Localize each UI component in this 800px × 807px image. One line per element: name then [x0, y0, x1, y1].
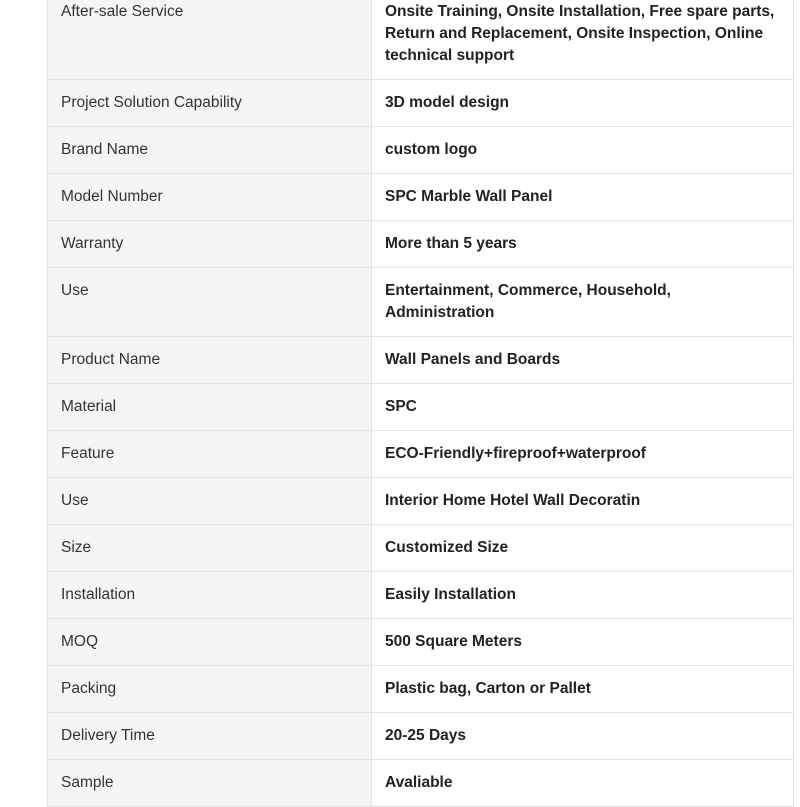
spec-value: Wall Panels and Boards [372, 337, 794, 384]
spec-value: Interior Home Hotel Wall Decoratin [372, 478, 794, 525]
spec-value: More than 5 years [372, 221, 794, 268]
spec-label: Model Number [48, 174, 372, 221]
spec-label: Warranty [48, 221, 372, 268]
table-row [48, 478, 794, 525]
spec-value: custom logo [372, 127, 794, 174]
spec-value: 3D model design [372, 80, 794, 127]
spec-value: Customized Size [372, 525, 794, 572]
spec-value: Plastic bag, Carton or Pallet [372, 666, 794, 713]
table-row [48, 619, 794, 666]
table-row [48, 760, 794, 807]
table-row [48, 572, 794, 619]
table-row [48, 174, 794, 221]
table-row [48, 0, 794, 80]
spec-label: Use [48, 268, 372, 337]
spec-label: Packing [48, 666, 372, 713]
spec-value: Onsite Training, Onsite Installation, Free spare parts, Return and Replacement, Onsite Inspection, Online technical support [372, 0, 794, 80]
spec-value: 500 Square Meters [372, 619, 794, 666]
table-row [48, 525, 794, 572]
spec-value: Entertainment, Commerce, Household, Administration [372, 268, 794, 337]
spec-label: Use [48, 478, 372, 525]
spec-value: SPC Marble Wall Panel [372, 174, 794, 221]
spec-label: Delivery Time [48, 713, 372, 760]
spec-label: MOQ [48, 619, 372, 666]
spec-label: Sample [48, 760, 372, 807]
spec-label: After-sale Service [48, 0, 372, 80]
table-row [48, 80, 794, 127]
spec-value: ECO-Friendly+fireproof+waterproof [372, 431, 794, 478]
spec-label: Material [48, 384, 372, 431]
spec-value: Easily Installation [372, 572, 794, 619]
spec-label: Feature [48, 431, 372, 478]
spec-label: Brand Name [48, 127, 372, 174]
table-row [48, 268, 794, 337]
spec-label: Installation [48, 572, 372, 619]
spec-value: SPC [372, 384, 794, 431]
spec-value: Avaliable [372, 760, 794, 807]
product-spec-table [47, 0, 794, 807]
table-row [48, 384, 794, 431]
table-row [48, 127, 794, 174]
table-row [48, 666, 794, 713]
spec-value: 20-25 Days [372, 713, 794, 760]
table-row [48, 713, 794, 760]
spec-label: Size [48, 525, 372, 572]
spec-label: Project Solution Capability [48, 80, 372, 127]
table-row [48, 337, 794, 384]
spec-label: Product Name [48, 337, 372, 384]
table-row [48, 221, 794, 268]
table-row [48, 431, 794, 478]
